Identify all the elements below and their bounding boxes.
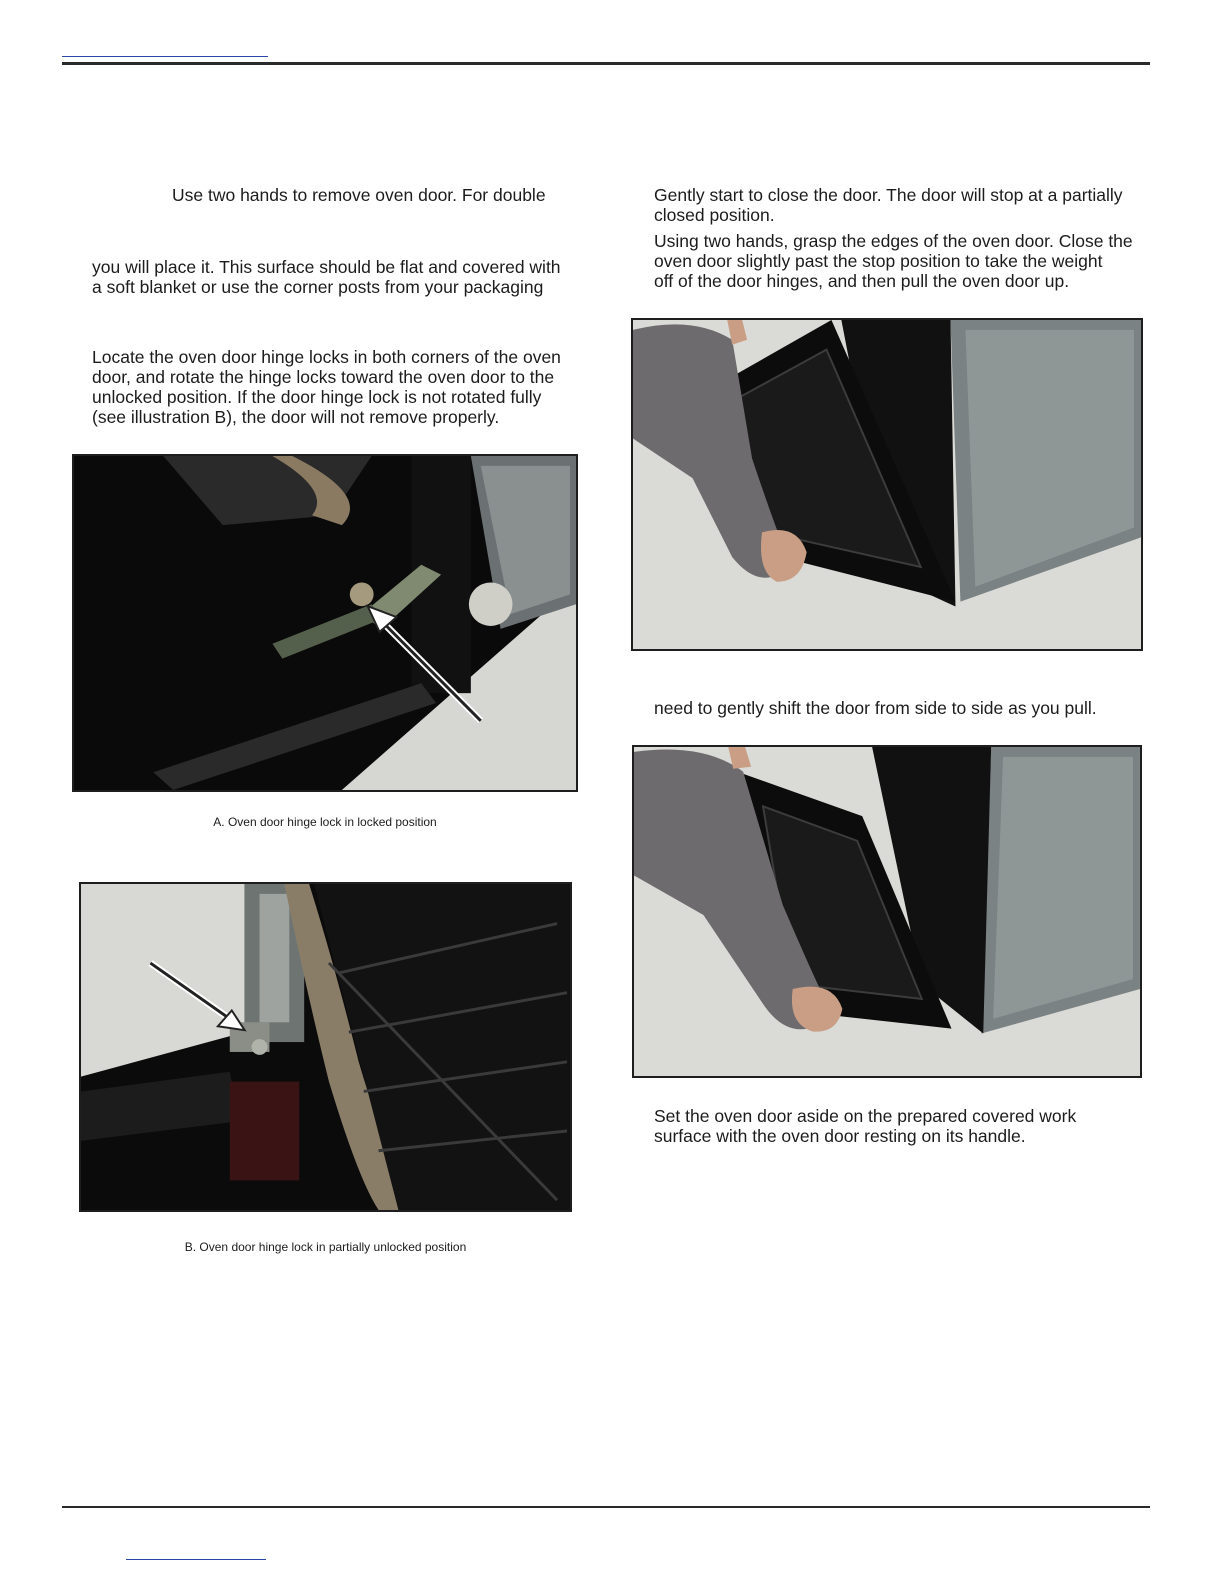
right-paragraph-4-line-2: surface with the oven door resting on its handle. [654, 1126, 1026, 1146]
photo-b-illustration [81, 884, 570, 1210]
left-paragraph-2 [92, 257, 561, 297]
right-paragraph-1-line-1: Gently start to close the door. The door will stop at a partially [654, 185, 1123, 205]
left-paragraph-3 [92, 347, 561, 427]
caption-b: B. Oven door hinge lock in partially unlocked position [184, 1240, 467, 1254]
photo-hinge-lock-locked [72, 454, 578, 792]
photo-hinge-lock-partially-unlocked [79, 882, 572, 1212]
header-rule [62, 62, 1150, 65]
left-paragraph-3-line-1: Locate the oven door hinge locks in both corners of the oven [92, 347, 561, 367]
caption-a: A. Oven door hinge lock in locked position [213, 815, 437, 829]
photo-d-illustration [634, 747, 1140, 1076]
left-paragraph-2-line-1: you will place it. This surface should be flat and covered with [92, 257, 561, 277]
right-paragraph-2-line-1: Using two hands, grasp the edges of the oven door. Close the [654, 231, 1133, 251]
right-paragraph-2-line-2: oven door slightly past the stop position to take the weight [654, 251, 1103, 271]
right-paragraph-4 [654, 1106, 1076, 1146]
right-paragraph-1-line-2: closed position. [654, 205, 775, 225]
right-paragraph-4-line-1: Set the oven door aside on the prepared covered work [654, 1106, 1077, 1126]
photo-door-pulled-up [632, 745, 1142, 1078]
left-paragraph-1: Use two hands to remove oven door. For double [172, 185, 546, 205]
right-paragraph-2-line-3: off of the door hinges, and then pull the oven door up. [654, 271, 1070, 291]
left-paragraph-3-line-3: unlocked position. If the door hinge lock is not rotated fully [92, 387, 542, 407]
left-paragraph-3-line-4: (see illustration B), the door will not remove properly. [92, 407, 500, 427]
photo-c-illustration [633, 320, 1141, 649]
footer-link-underline[interactable] [126, 1559, 266, 1560]
left-paragraph-3-line-2: door, and rotate the hinge locks toward the oven door to the [92, 367, 555, 387]
footer-rule [62, 1506, 1150, 1508]
header-link-underline[interactable] [62, 56, 268, 57]
photo-a-illustration [74, 456, 576, 790]
right-paragraph-1 [654, 185, 1123, 225]
right-paragraph-3: need to gently shift the door from side to side as you pull. [654, 698, 1097, 718]
photo-door-partially-closed [631, 318, 1143, 651]
left-paragraph-2-line-2: a soft blanket or use the corner posts from your packaging [92, 277, 544, 297]
right-paragraph-2 [654, 231, 1133, 291]
